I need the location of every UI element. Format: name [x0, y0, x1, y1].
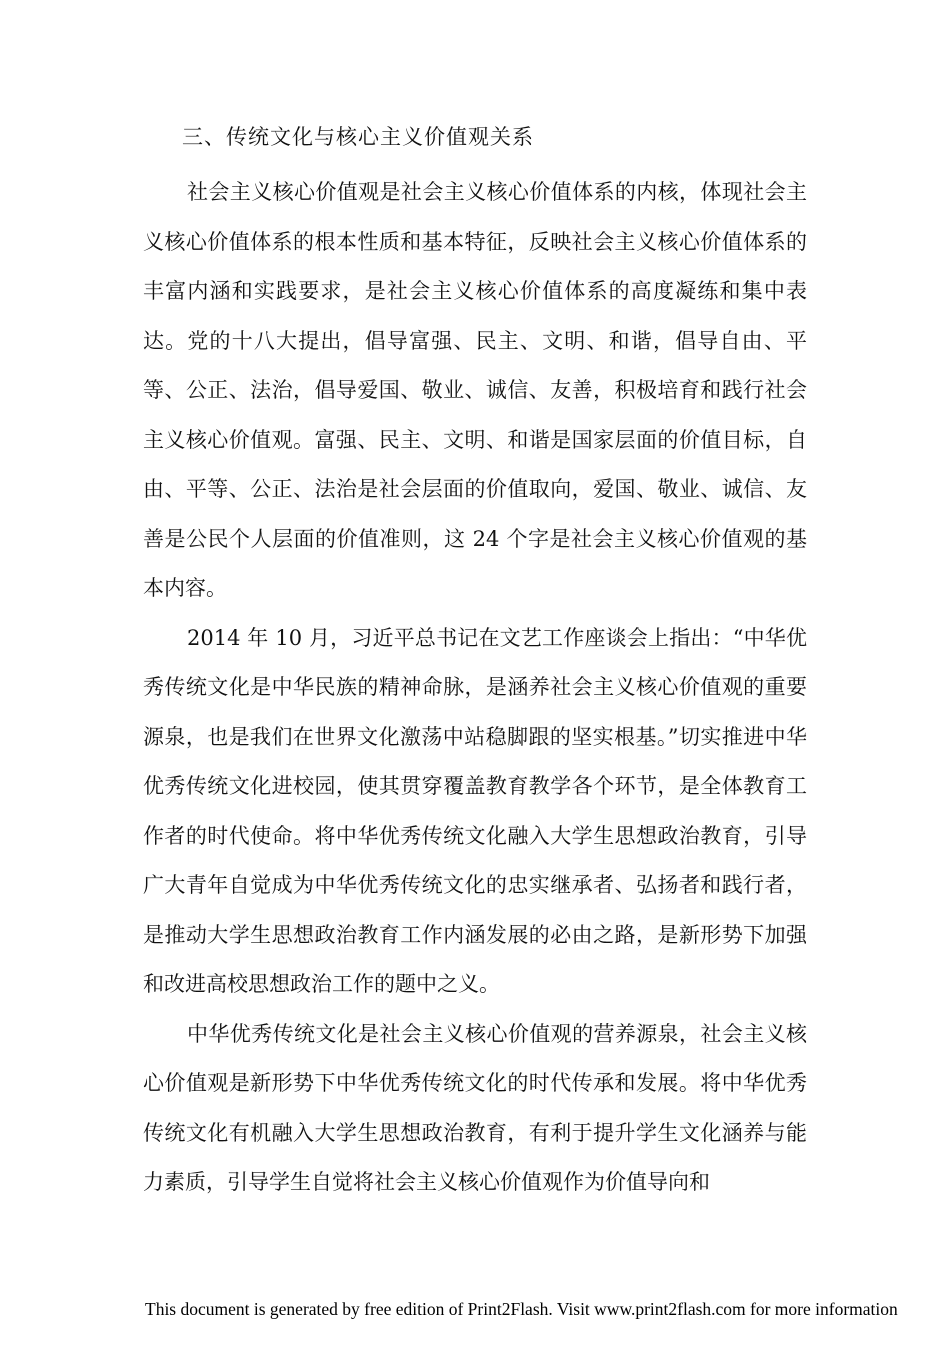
document-body — [143, 168, 807, 1208]
paragraph-traditional-culture: 中华优秀传统文化是社会主义核心价值观的营养源泉，社会主义核心价值观是新形势下中华优秀传统文化的时代传承和发展。将中华优秀传统文化有机融入大学生思想政治教育，有利于提升学生文化涵养与能力素质，引导学生自觉将社会主义核心价值观作为价值导向和 — [143, 1021, 807, 1194]
print2flash-footer-notice: This document is generated by free edition of Print2Flash. Visit www.print2flash.com for more information — [145, 1299, 898, 1319]
paragraph-core-values: 社会主义核心价值观是社会主义核心价值体系的内核，体现社会主义核心价值体系的根本性质和基本特征，反映社会主义核心价值体系的丰富内涵和实践要求，是社会主义核心价值体系的高度凝练和集中表达。党的十八大提出，倡导富强、民主、文明、和谐，倡导自由、平等、公正、法治，倡导爱国、敬业、诚信、友善，积极培育和践行社会主义核心价值观。富强、民主、文明、和谐是国家层面的价值目标，自由、平等、公正、法治是社会层面的价值取向，爱国、敬业、诚信、友善是公民个人层面的价值准则，这 24 个字是社会主义核心价值观的基本内容。 — [143, 180, 807, 600]
section-heading: 三、传统文化与核心主义价值观关系 — [182, 125, 534, 149]
paragraph-xi-speech: 2014 年 10 月，习近平总书记在文艺工作座谈会上指出：“中华优秀传统文化是中华民族的精神命脉，是涵养社会主义核心价值观的重要源泉，也是我们在世界文化激荡中站稳脚跟的坚实根基。”切实推进中华优秀传统文化进校园，使其贯穿覆盖教育教学各个环节，是全体教育工作者的时代使命。将中华优秀传统文化融入大学生思想政治教育，引导广大青年自觉成为中华优秀传统文化的忠实继承者、弘扬者和践行者，是推动大学生思想政治教育工作内涵发展的必由之路，是新形势下加强和改进高校思想政治工作的题中之义。 — [143, 625, 807, 996]
